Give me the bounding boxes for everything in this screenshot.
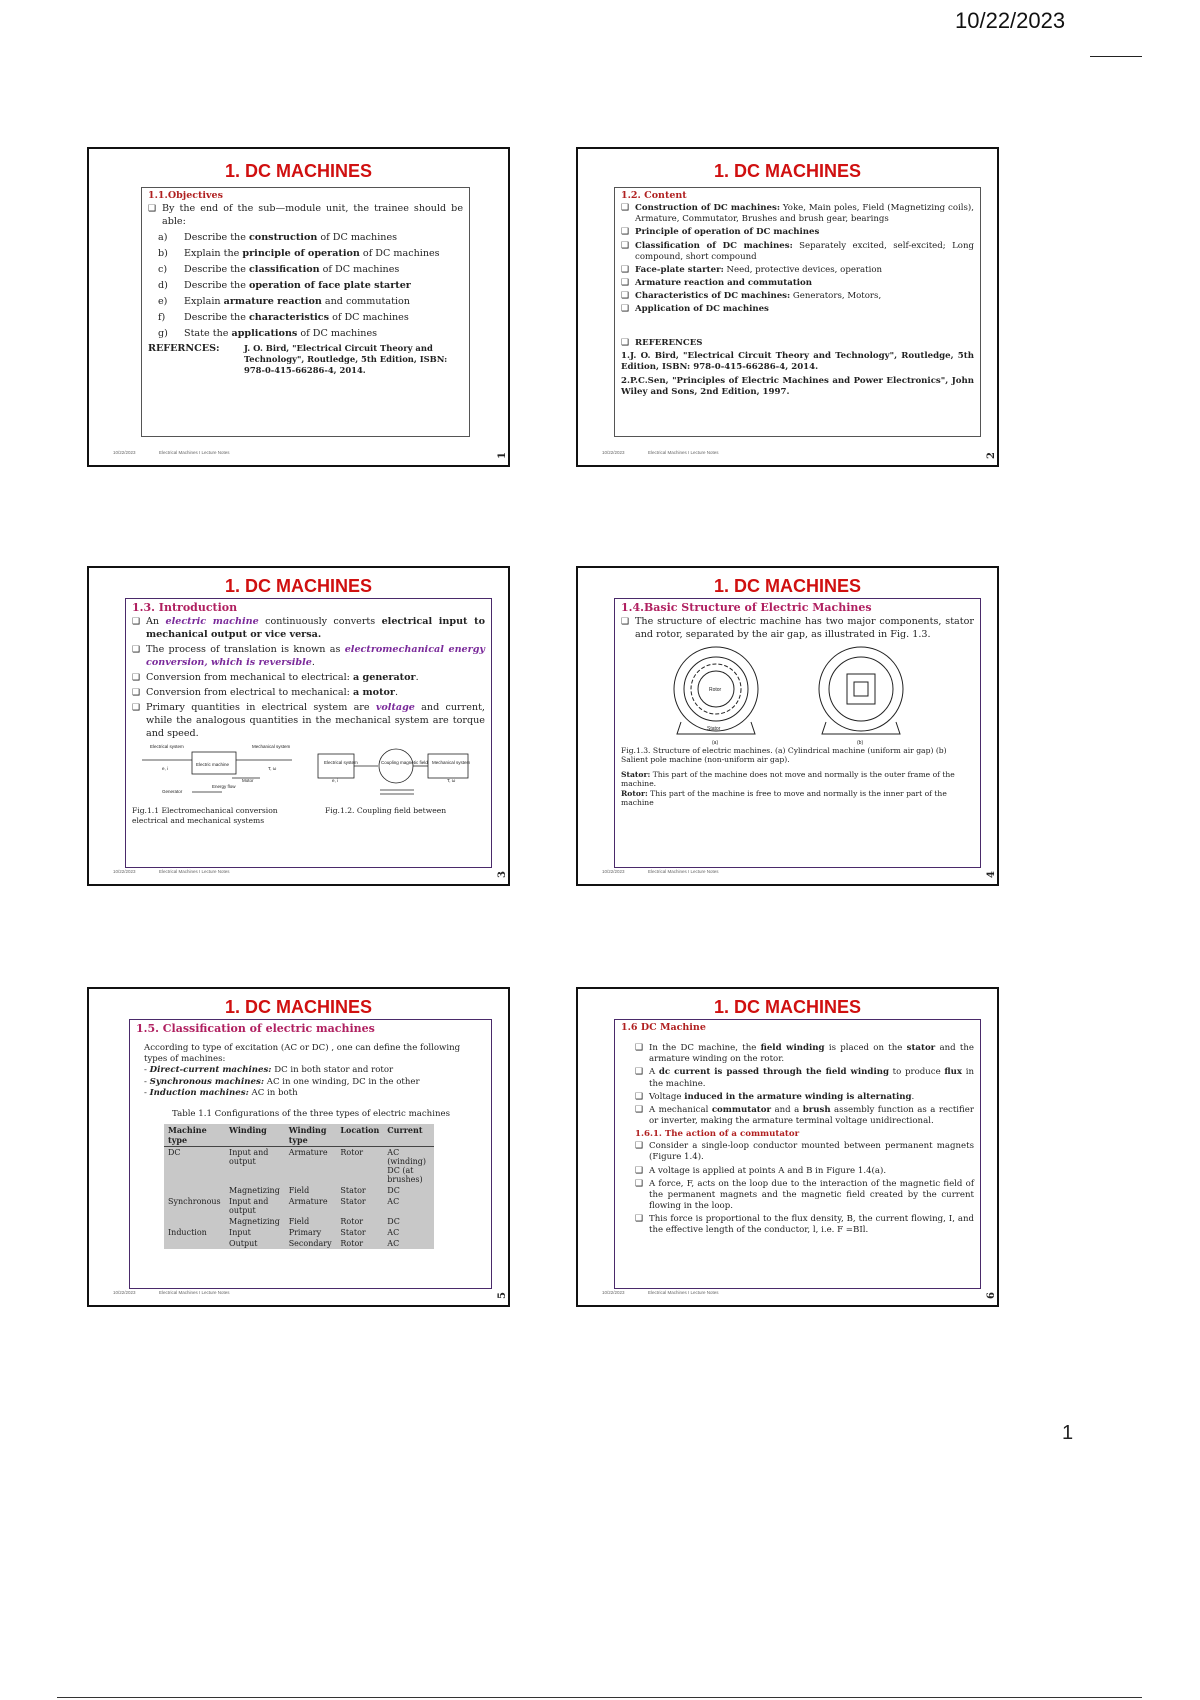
list-item: ❑ In the DC machine, the field winding is placed on the stator and the armature winding on the rotor.	[635, 1043, 974, 1065]
table-row: Synchronous Input and output Armature Stator AC	[168, 1197, 400, 1216]
slide-2	[576, 147, 999, 467]
objective-item: f) Describe the characteristics of DC machines	[158, 311, 409, 323]
svg-text:Electric machine: Electric machine	[196, 762, 230, 768]
stator-definition: Stator: This part of the machine does not move and normally is the outer frame of the machine.	[621, 769, 955, 789]
list-item: ❑ Conversion from mechanical to electrical: a generator.	[132, 672, 485, 685]
list-item: ❑ A mechanical commutator and a brush assembly function as a rectifier or inverter, making the armature terminal voltage unidirectional.	[635, 1105, 974, 1127]
list-item: ❑ Conversion from electrical to mechanical: a motor.	[132, 687, 485, 700]
footer-date: 10/22/2023	[602, 1290, 625, 1295]
dc-machine-list	[635, 1043, 974, 1127]
list-item: ❑ The process of translation is known as electromechanical energy conversion, which is reversible.	[132, 644, 485, 670]
slide-title: 1. DC MACHINES	[713, 997, 861, 1017]
svg-text:e, i: e, i	[162, 766, 169, 772]
svg-text:Mechanical system: Mechanical system	[252, 744, 291, 750]
table-row: DC Input and output Armature Rotor AC (winding) DC (at brushes)	[168, 1148, 427, 1185]
energy-conversion-diagram	[132, 742, 487, 804]
list-item: ❑ Primary quantities in electrical system are voltage and current, while the analogous quantities in the mechanical system are torque and speed.	[132, 702, 485, 741]
footer-date: 10/22/2023	[113, 869, 136, 874]
slide-content	[614, 1019, 981, 1289]
list-item: ❑ Voltage induced in the armature winding is alternating.	[635, 1092, 974, 1103]
svg-text:T, ω: T, ω	[268, 766, 277, 772]
list-item: ❑ Face-plate starter: Need, protective devices, operation	[621, 265, 974, 276]
slide-title: 1. DC MACHINES	[224, 997, 372, 1017]
footer-title: Electrical Machines I Lecture Notes	[648, 1290, 719, 1295]
slide-title: 1. DC MACHINES	[224, 576, 372, 596]
objective-item: e) Explain armature reaction and commutation	[158, 295, 410, 307]
list-item: ❑ A dc current is passed through the field winding to produce flux in the machine.	[635, 1067, 974, 1089]
list-item: ❑ Application of DC machines	[621, 304, 974, 315]
slide-content	[129, 1019, 492, 1289]
svg-text:e, i: e, i	[332, 778, 339, 784]
configuration-table	[164, 1124, 434, 1249]
fig-a-label: (a)	[712, 739, 719, 746]
classification-intro: According to type of excitation (AC or DC) , one can define the following types of machines:	[144, 1043, 461, 1065]
slide-number: 1	[497, 452, 509, 459]
list-item: ❑ This force is proportional to the flux density, B, the current flowing, I, and the effective length of the conductor, l, i.e. F =BIl.	[635, 1214, 974, 1236]
slide-number: 3	[497, 871, 509, 878]
footer-rule	[57, 1697, 1142, 1698]
subsection-heading: 1.6.1. The action of a commutator	[635, 1129, 800, 1140]
objective-item: d) Describe the operation of face plate starter	[158, 279, 411, 291]
table-row: Magnetizing Field Rotor DC	[229, 1217, 400, 1227]
slide-content	[614, 598, 981, 868]
type-item: - Induction machines: AC in both	[144, 1087, 298, 1098]
svg-text:Energy flow: Energy flow	[212, 784, 236, 790]
list-item: ❑ An electric machine continuously converts electrical input to mechanical output or vice versa.	[132, 616, 485, 642]
machine-structure-figure	[621, 644, 976, 746]
list-item: ❑ A voltage is applied at points A and B in Figure 1.4(a).	[635, 1166, 974, 1177]
svg-text:Motor: Motor	[242, 778, 254, 784]
slide-number: 5	[497, 1292, 509, 1299]
header-rule	[1090, 56, 1142, 57]
objectives-list	[148, 232, 463, 341]
structure-intro: ❑ The structure of electric machine has two major components, stator and rotor, separated by the air gap, as illustrated in Fig. 1.3.	[621, 616, 974, 642]
table-caption: Table 1.1 Configurations of the three types of electric machines	[172, 1108, 450, 1119]
slide-4	[576, 566, 999, 886]
footer-title: Electrical Machines I Lecture Notes	[159, 869, 230, 874]
slide-number: 2	[986, 452, 998, 459]
slide-3	[87, 566, 510, 886]
type-item: - Direct-current machines: DC in both stator and rotor	[144, 1065, 394, 1076]
list-item: ❑ Construction of DC machines: Yoke, Main poles, Field (Magnetizing coils), Armature, Commutator, Brushes and brush gear, bearings	[621, 203, 974, 225]
references: REFERNCES: J. O. Bird, "Electrical Circuit Theory and Technology", Routledge, 5th Edition, ISBN: 978-0-415-66286-4, 2014.	[148, 343, 448, 376]
slide-title: 1. DC MACHINES	[713, 161, 861, 181]
content-list	[621, 203, 974, 316]
table-row: Induction Input Primary Stator AC	[168, 1228, 400, 1238]
objective-item: c) Describe the classification of DC machines	[158, 263, 400, 275]
svg-text:Mechanical system: Mechanical system	[432, 760, 471, 766]
objective-item: g) State the applications of DC machines	[158, 327, 378, 339]
list-item: ❑ Principle of operation of DC machines	[621, 227, 974, 238]
slide-content	[141, 187, 470, 437]
section-heading: 1.4.Basic Structure of Electric Machines	[621, 601, 872, 614]
section-heading: 1.2. Content	[621, 190, 687, 201]
list-item: ❑ A force, F, acts on the loop due to the interaction of the magnetic field of the permanent magnets and the magnetic field created by the current flowing in the loop.	[635, 1179, 974, 1213]
references: 1.J. O. Bird, "Electrical Circuit Theory and Technology", Routledge, 5th Edition, ISBN: 978-0-415-66286-4, 2014. 2.P.C.Sen, "Principles of Electric Machines and Power Electronics", John Wiley and Sons, 2nd Edition, 1997.	[621, 350, 974, 398]
svg-text:Coupling magnetic field: Coupling magnetic field	[381, 760, 428, 766]
list-item: ❑ Consider a single-loop conductor mounted between permanent magnets (Figure 1.4).	[635, 1141, 974, 1163]
list-item: ❑ Characteristics of DC machines: Generators, Motors,	[621, 291, 974, 302]
slide-number: 6	[986, 1292, 998, 1299]
machine-types	[144, 1065, 485, 1099]
svg-text:Electrical system: Electrical system	[324, 760, 358, 766]
slide-number: 4	[986, 871, 998, 878]
rotor-label: Rotor	[709, 686, 722, 693]
table-row: Output Secondary Rotor AC	[229, 1239, 400, 1249]
slide-content	[125, 598, 492, 868]
footer-title: Electrical Machines I Lecture Notes	[159, 1290, 230, 1295]
objectives-intro: ❑ By the end of the sub—module unit, the trainee should be able:	[148, 203, 463, 229]
slide-5	[87, 987, 510, 1307]
section-heading: 1.5. Classification of electric machines	[136, 1022, 375, 1035]
objective-item: b) Explain the principle of operation of DC machines	[158, 247, 440, 259]
list-item: ❑ Classification of DC machines: Separately excited, self-excited; Long compound, short compound	[621, 241, 974, 263]
slide-1	[87, 147, 510, 467]
list-item: ❑ Armature reaction and commutation	[621, 278, 974, 289]
footer-title: Electrical Machines I Lecture Notes	[648, 869, 719, 874]
page-date: 10/22/2023	[955, 8, 1066, 33]
svg-text:T, ω: T, ω	[447, 778, 456, 784]
fig-b-label: (b)	[857, 739, 864, 746]
section-heading: 1.1.Objectives	[148, 190, 223, 201]
table-header-row: Machine type Winding Winding type Location Current	[164, 1124, 434, 1147]
footer-date: 10/22/2023	[602, 450, 625, 455]
page-number: 1	[1062, 1422, 1074, 1444]
slide-title: 1. DC MACHINES	[224, 161, 372, 181]
figure-captions: Fig.1.1 Electromechanical conversion electrical and mechanical systems Fig.1.2. Coupling field between	[132, 806, 447, 825]
svg-text:Electrical system: Electrical system	[150, 744, 184, 750]
svg-text:Generator: Generator	[162, 789, 183, 795]
commutator-list	[635, 1141, 974, 1236]
type-item: - Synchronous machines: AC in one winding, DC in the other	[144, 1076, 420, 1087]
footer-title: Electrical Machines I Lecture Notes	[648, 450, 719, 455]
section-heading: 1.3. Introduction	[132, 601, 238, 614]
rotor-definition: Rotor: This part of the machine is free to move and normally is the inner part of the machine	[621, 788, 947, 808]
stator-label: Stator	[707, 725, 721, 732]
intro-list	[132, 616, 485, 740]
slide-title: 1. DC MACHINES	[713, 576, 861, 596]
footer-date: 10/22/2023	[113, 1290, 136, 1295]
footer-date: 10/22/2023	[113, 450, 136, 455]
references-heading: ❑ REFERENCES	[621, 338, 974, 349]
table-row: Magnetizing Field Stator DC	[229, 1186, 400, 1196]
footer-date: 10/22/2023	[602, 869, 625, 874]
section-heading: 1.6 DC Machine	[621, 1022, 706, 1033]
slide-6	[576, 987, 999, 1307]
footer-title: Electrical Machines I Lecture Notes	[159, 450, 230, 455]
slide-content	[614, 187, 981, 437]
figure-caption: Fig.1.3. Structure of electric machines. (a) Cylindrical machine (uniform air gap) (b) Salient pole machine (non-uniform air gap).	[621, 745, 947, 765]
objective-item: a) Describe the construction of DC machines	[158, 231, 398, 243]
